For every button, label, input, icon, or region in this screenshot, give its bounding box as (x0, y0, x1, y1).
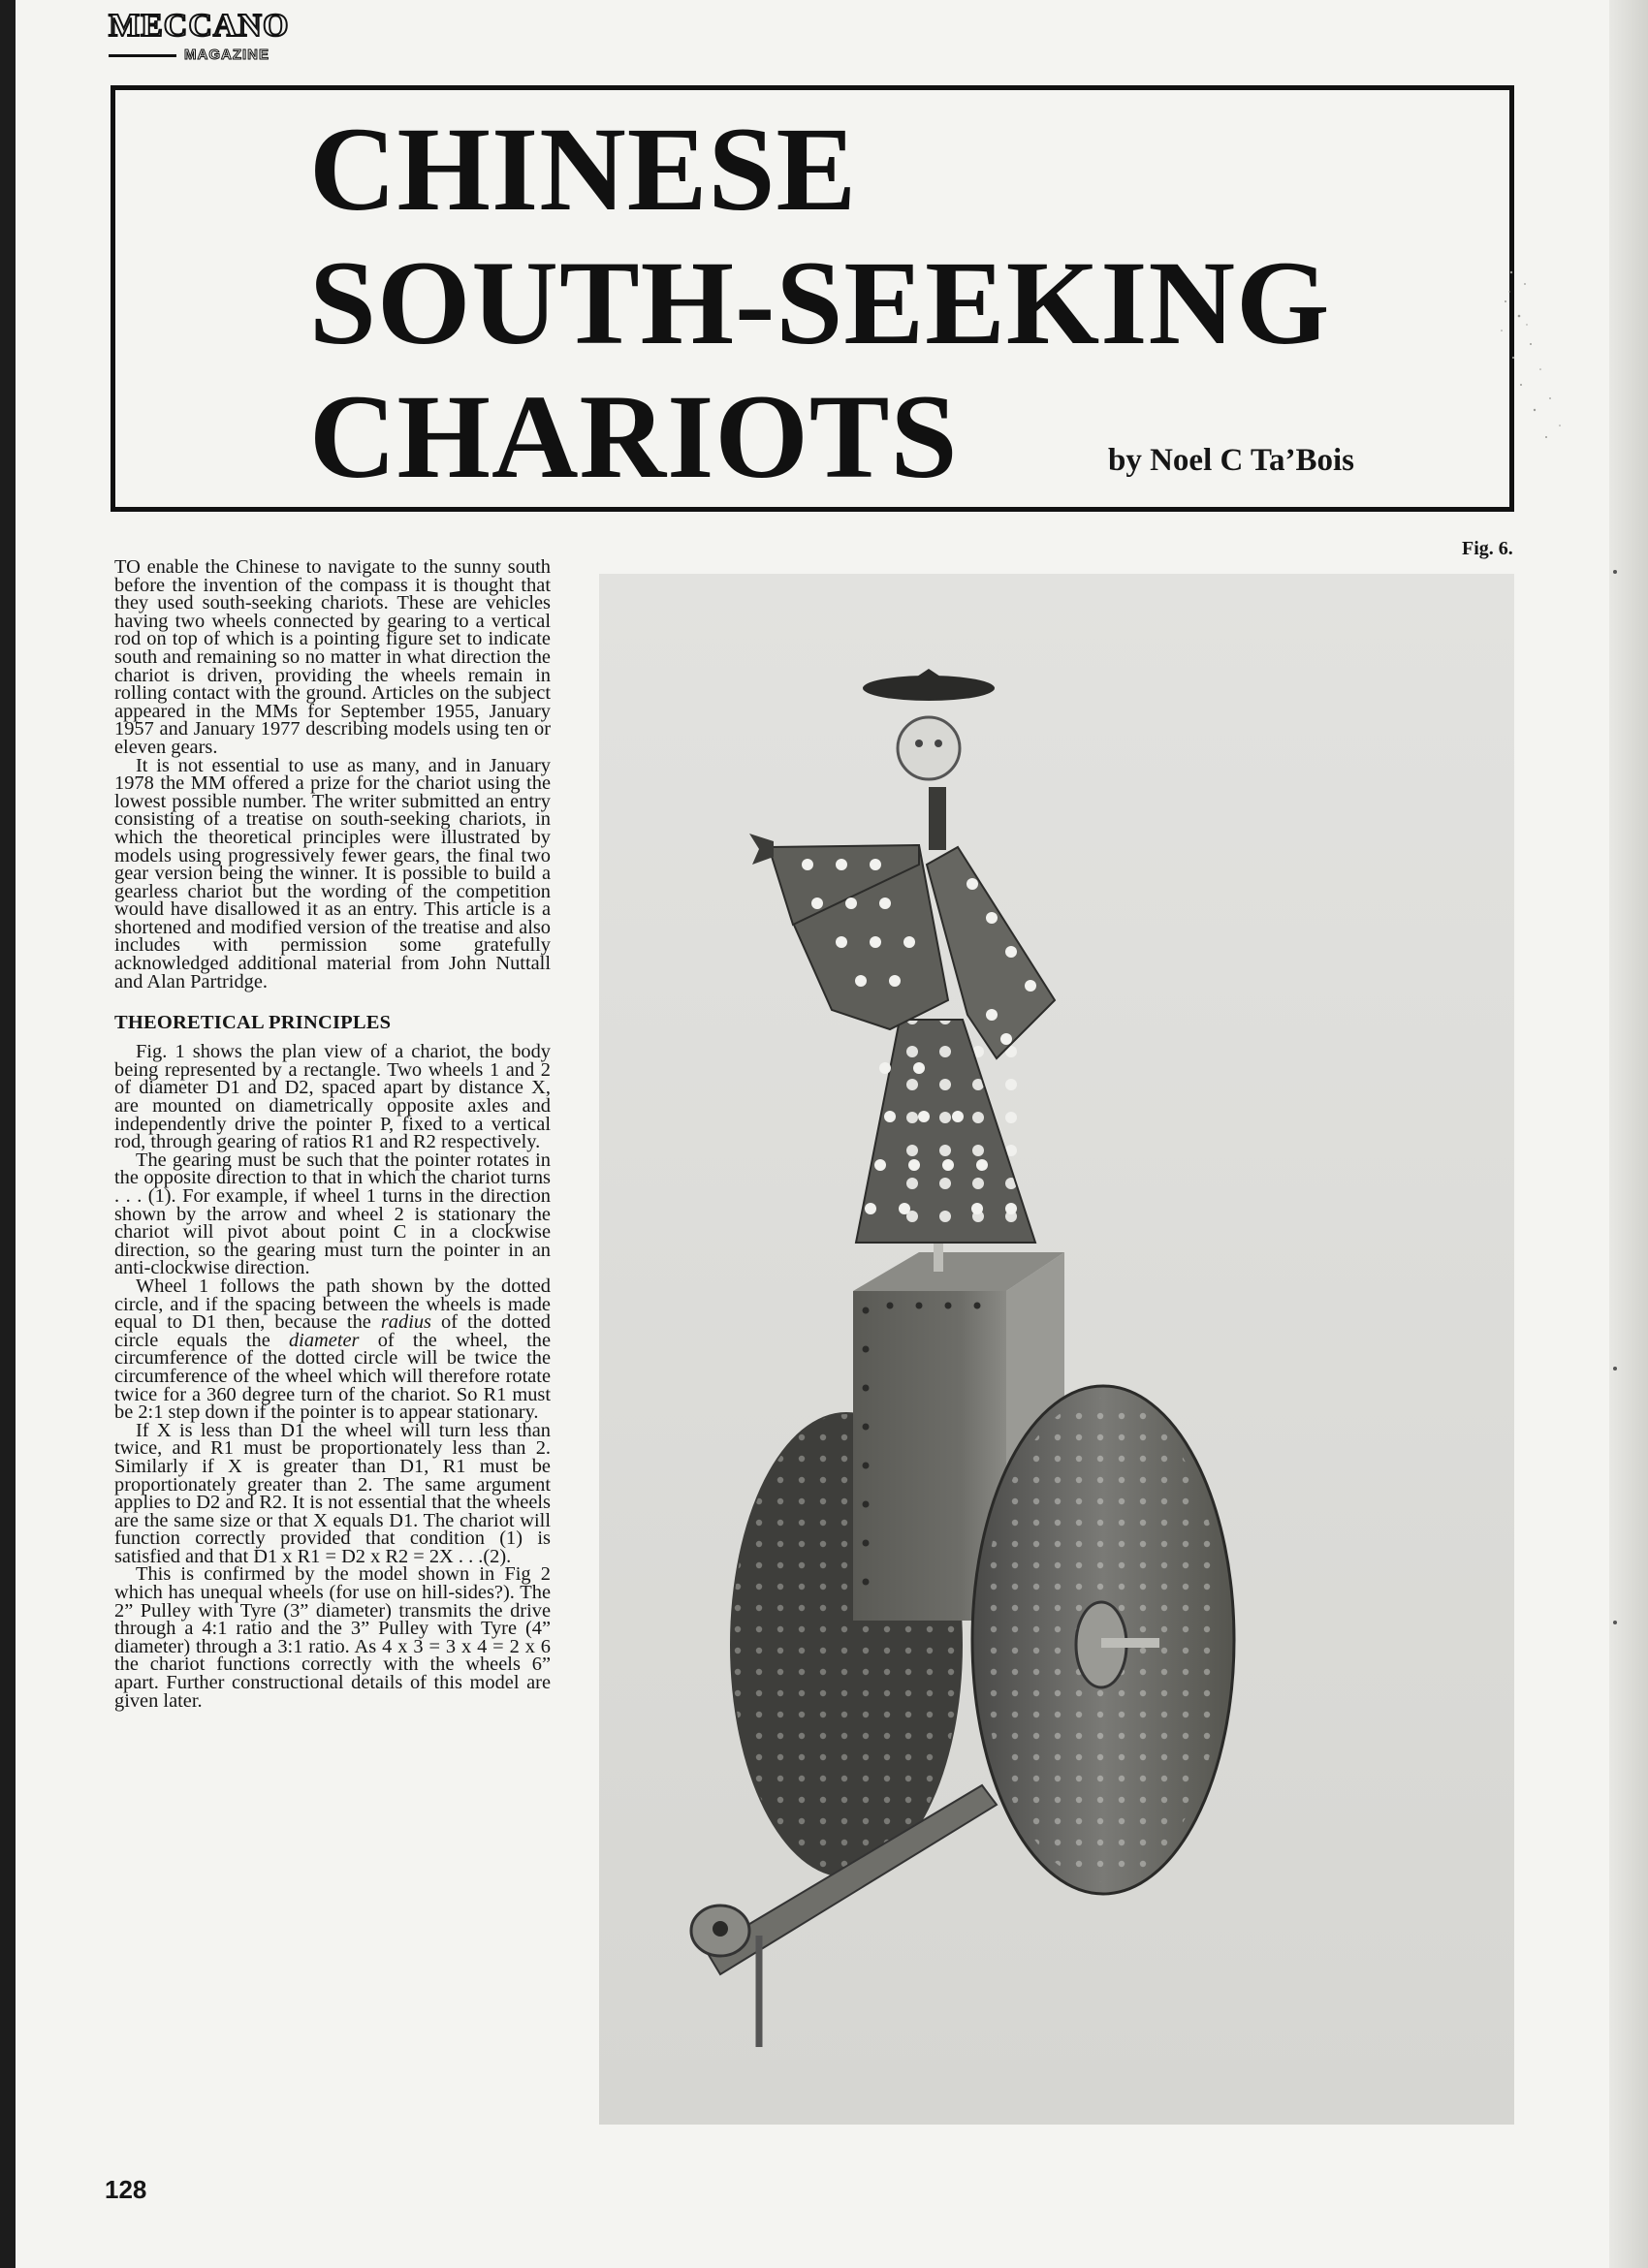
section-heading: THEORETICAL PRINCIPLES (114, 1012, 392, 1034)
paragraph: The gearing must be such that the pointer rotates in the opposite direction to that in which the chariot turns . . . (1). For example, if wheel 1 turns in the direction shown by the arrow and wheel 2 is stationary the chariot will pivot about point C in a clockwise direction, so the gearing must turn the pointer in an anti-clockwise direction. (114, 1149, 551, 1279)
paragraph: If X is less than D1 the wheel will turn less than twice, and R1 must be proportionately less than 2. Similarly if X is greater than D1, R1 must be proportionately greater than 2. The same argument applies to D2 and R2. It is not essential that the wheels are the same size or that X equals D1. The chariot will function correctly provided that condition (1) is satisfied and that D1 x R1 = D2 x R2 = 2X . . .(2). (114, 1419, 551, 1567)
paragraph (114, 1277, 551, 1422)
byline: by Noel C Ta’Bois (1108, 443, 1354, 478)
text-run: Wheel 1 follows the path shown by the dotted circle, and if the spacing between the wheels is made equal to D1 then, because the (114, 1275, 551, 1334)
adjacent-page-edge (1609, 0, 1648, 2268)
print-speckle (1492, 263, 1589, 457)
masthead-subtitle: MAGAZINE (184, 47, 269, 63)
title-line-1: CHINESE (309, 103, 858, 236)
paragraph: This is confirmed by the model shown in Fig 2 which has unequal wheels (for use on hill-sides?). The 2” Pulley with Tyre (3” diameter) transmits the drive through a 4:1 ratio and the 3” Pulley with Tyre (4” diameter) through a 3:1 ratio. As 4 x 3 = 3 x 4 = 2 x 6 the chariot functions correctly with the wheels 6” apart. Further constructional details of this model are given later. (114, 1563, 551, 1712)
chariot-photograph (599, 574, 1514, 2125)
title-line-2: SOUTH-SEEKING (309, 236, 1331, 369)
title-box (111, 85, 1514, 512)
emphasis: diameter (288, 1329, 360, 1351)
article-body (114, 558, 551, 1710)
text-run: of the dotted circle equals the (114, 1311, 552, 1351)
title-line-3: CHARIOTS (309, 370, 959, 503)
figure-label: Fig. 6. (1462, 538, 1513, 559)
paragraph: Fig. 1 shows the plan view of a chariot, the body being represented by a rectangle. Two wheels 1 and 2 of diameter D1 and D2, spaced apart by distance X, are mounted on diametrically opposite axles and independently drive the pointer P, fixed to a vertical rod, through gearing of ratios R1 and R2 respectively. (114, 1041, 551, 1153)
text-run: of the wheel, the circumference of the dotted circle will be twice the circumference of the wheel which will therefore rotate twice for a 360 degree turn of the chariot. So R1 must be 2:1 step down if the pointer is to appear stationary. (114, 1329, 551, 1424)
page-number: 128 (105, 2175, 147, 2204)
emphasis: radius (380, 1311, 431, 1334)
paragraph: TO enable the Chinese to navigate to the sunny south before the invention of the compass it is thought that they used south-seeking chariots. These are vehicles having two wheels connected by gearing to a vertical rod on top of which is a pointing figure set to indicate south and remaining so no matter in what direction the chariot is driven, providing the wheels remain in rolling contact with the ground. Articles on the subject appeared in the MMs for September 1955, January 1957 and January 1977 describing models using ten or eleven gears. (114, 556, 551, 758)
masthead-logo: MECCANO (109, 8, 290, 44)
masthead-rule (109, 54, 176, 57)
paragraph: It is not essential to use as many, and in January 1978 the MM offered a prize for the chariot using the lowest possible number. The writer submitted an entry consisting of a treatise on south-seeking chariots, in which the theoretical principles were illustrated by models using progressively fewer gears, the final two gear version being the winner. It is possible to build a gearless chariot but the wording of the competition would have disallowed it as an entry. This article is a shortened and modified version of the treatise and also includes with permission some gratefully acknowledged additional material from John Nuttall and Alan Partridge. (114, 754, 551, 992)
binding-edge (0, 0, 16, 2268)
masthead (109, 10, 302, 68)
